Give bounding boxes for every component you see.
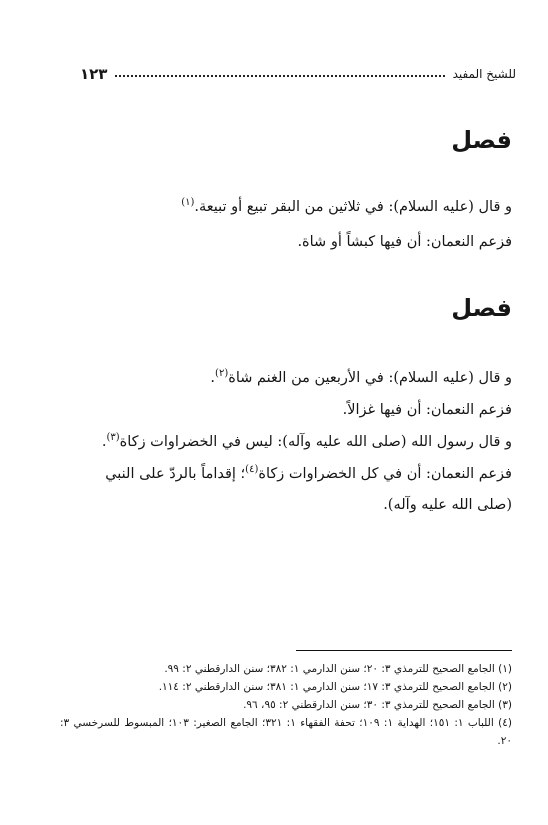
footnote-divider bbox=[296, 650, 512, 651]
paragraph bbox=[64, 491, 512, 519]
paragraph-text: فزعم النعمان: أن فيها كبشاً أو شاة. bbox=[297, 234, 512, 250]
paragraph-tail: ؛ إقداماً بالردّ على النبي bbox=[105, 466, 246, 482]
paragraph-text: فزعم النعمان: أن في كل الخضراوات زكاة bbox=[258, 466, 512, 482]
paragraph bbox=[64, 396, 512, 424]
paragraph bbox=[64, 193, 512, 221]
paragraph-text: و قال (عليه السلام): في ثلاثين من البقر تبيع أو تبيعة. bbox=[194, 199, 512, 215]
paragraph bbox=[64, 460, 512, 488]
section-heading: فصل bbox=[451, 126, 512, 154]
running-header bbox=[80, 64, 516, 84]
page-number: ١٢٣ bbox=[80, 65, 108, 83]
paragraph-tail: . bbox=[101, 434, 107, 450]
paragraph bbox=[64, 228, 512, 256]
footnote-ref: (٤) bbox=[245, 464, 259, 476]
footnotes bbox=[60, 660, 512, 750]
paragraph-text: (صلى الله عليه وآله). bbox=[383, 497, 512, 513]
footnote: (٤) اللباب ١: ١٥١؛ الهداية ١: ١٠٩؛ تحفة الفقهاء ١: ٣٢١؛ الجامع الصغير: ١٠٣؛ المبسوط للسرخسي ٣: ٢٠. bbox=[60, 717, 512, 747]
footnote: (٢) الجامع الصحيح للترمذي ٣: ١٧؛ سنن الدارمي ١: ٣٨١؛ سنن الدارقطني ٢: ١١٤. bbox=[158, 681, 512, 693]
paragraph-tail: . bbox=[210, 370, 216, 386]
leader-dots bbox=[115, 75, 444, 77]
paragraph-text: و قال (عليه السلام): في الأربعين من الغنم شاة bbox=[228, 370, 512, 386]
footnote-ref: (٢) bbox=[215, 368, 229, 380]
footnote-ref: (١) bbox=[181, 197, 195, 209]
section-heading: فصل bbox=[451, 294, 512, 322]
footnote-ref: (٣) bbox=[106, 432, 120, 444]
paragraph-text: فزعم النعمان: أن فيها غزالاً. bbox=[342, 402, 512, 418]
running-title: للشيخ المفيد bbox=[452, 67, 516, 81]
paragraph bbox=[64, 364, 512, 392]
footnote: (١) الجامع الصحيح للترمذي ٣: ٢٠؛ سنن الدارمي ١: ٣٨٢؛ سنن الدارقطني ٢: ٩٩. bbox=[164, 663, 512, 675]
paragraph bbox=[64, 428, 512, 456]
paragraph-text: و قال رسول الله (صلى الله عليه وآله): ليس في الخضراوات زكاة bbox=[119, 434, 512, 450]
footnote: (٣) الجامع الصحيح للترمذي ٣: ٣٠؛ سنن الدارقطني ٢: ٩٥، ٩٦. bbox=[243, 699, 512, 711]
